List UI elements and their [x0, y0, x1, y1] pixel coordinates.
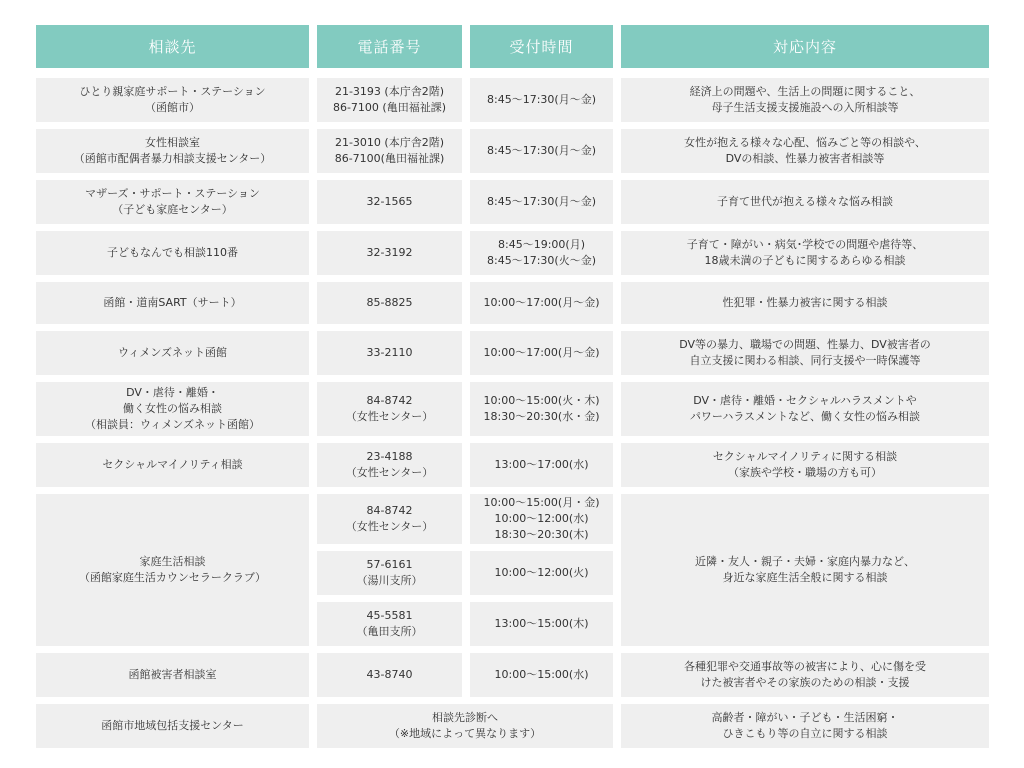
row-3-content: 子育て世代が抱える様々な悩み相談	[621, 180, 989, 224]
row-9-sub-1-phone: 84-8742 （女性センター）	[317, 494, 462, 544]
row-1-phone: 21-3193 (本庁舎2階) 86-7100 (亀田福祉課)	[317, 78, 462, 122]
header-consultation-place: 相談先	[36, 25, 309, 68]
row-5-hours: 10:00～17:00(月～金)	[470, 282, 613, 324]
header-reception-hours: 受付時間	[470, 25, 613, 68]
header-phone-number: 電話番号	[317, 25, 462, 68]
row-5-content: 性犯罪・性暴力被害に関する相談	[621, 282, 989, 324]
row-4-hours: 8:45～19:00(月) 8:45～17:30(火～金)	[470, 231, 613, 275]
row-9-sub-1-hours: 10:00～15:00(月・金) 10:00～12:00(水) 18:30～20:30(木)	[470, 494, 613, 544]
row-5-name: 函館・道南SART（サート）	[36, 282, 309, 324]
row-6-phone: 33-2110	[317, 331, 462, 375]
row-9-name: 家庭生活相談 （函館家庭生活カウンセラークラブ）	[36, 494, 309, 646]
row-8-hours: 13:00～17:00(水)	[470, 443, 613, 487]
row-1-content: 経済上の問題や、生活上の問題に関すること、 母子生活支援支援施設への入所相談等	[621, 78, 989, 122]
row-4-name: 子どもなんでも相談110番	[36, 231, 309, 275]
row-2-hours: 8:45～17:30(月～金)	[470, 129, 613, 173]
row-6-content: DV等の暴力、職場での問題、性暴力、DV被害者の 自立支援に関わる相談、同行支援や一時保護等	[621, 331, 989, 375]
row-3-name: マザーズ・サポート・ステーション （子ども家庭センター）	[36, 180, 309, 224]
row-4-phone: 32-3192	[317, 231, 462, 275]
row-4-content: 子育て・障がい・病気･学校での問題や虐待等、 18歳未満の子どもに関するあらゆる相談	[621, 231, 989, 275]
row-3-hours: 8:45～17:30(月～金)	[470, 180, 613, 224]
row-1-hours: 8:45～17:30(月～金)	[470, 78, 613, 122]
row-8-name: セクシャルマイノリティ相談	[36, 443, 309, 487]
row-7-name: DV・虐待・離婚・ 働く女性の悩み相談 （相談員：ウィメンズネット函館）	[36, 382, 309, 436]
row-7-hours: 10:00～15:00(火・木) 18:30～20:30(水・金)	[470, 382, 613, 436]
row-10-phone: 43-8740	[317, 653, 462, 697]
row-1-name: ひとり親家庭サポート・ステーション （函館市）	[36, 78, 309, 122]
row-11-phone-hours: 相談先診断へ （※地域によって異なります）	[317, 704, 613, 748]
row-9-content: 近隣・友人・親子・夫婦・家庭内暴力など、 身近な家庭生活全般に関する相談	[621, 494, 989, 646]
consultation-table	[36, 25, 989, 748]
row-6-name: ウィメンズネット函館	[36, 331, 309, 375]
row-5-phone: 85-8825	[317, 282, 462, 324]
row-8-phone: 23-4188 （女性センター）	[317, 443, 462, 487]
row-9-sub-2-phone: 57-6161 （湯川支所）	[317, 551, 462, 595]
row-9-sub-2-hours: 10:00～12:00(火)	[470, 551, 613, 595]
header-support-content: 対応内容	[621, 25, 989, 68]
row-2-phone: 21-3010 (本庁舎2階) 86-7100(亀田福祉課)	[317, 129, 462, 173]
row-3-phone: 32-1565	[317, 180, 462, 224]
row-11-name: 函館市地域包括支援センター	[36, 704, 309, 748]
row-2-name: 女性相談室 （函館市配偶者暴力相談支援センター）	[36, 129, 309, 173]
row-9-sub-3-hours: 13:00～15:00(木)	[470, 602, 613, 646]
row-7-content: DV・虐待・離婚・セクシャルハラスメントや パワーハラスメントなど、働く女性の悩み相談	[621, 382, 989, 436]
row-9-sub-3-phone: 45-5581 （亀田支所）	[317, 602, 462, 646]
row-6-hours: 10:00～17:00(月～金)	[470, 331, 613, 375]
row-10-content: 各種犯罪や交通事故等の被害により、心に傷を受 けた被害者やその家族のための相談・支援	[621, 653, 989, 697]
row-10-name: 函館被害者相談室	[36, 653, 309, 697]
row-2-content: 女性が抱える様々な心配、悩みごと等の相談や、 DVの相談、性暴力被害者相談等	[621, 129, 989, 173]
row-7-phone: 84-8742 （女性センター）	[317, 382, 462, 436]
row-11-content: 高齢者・障がい・子ども・生活困窮・ ひきこもり等の自立に関する相談	[621, 704, 989, 748]
row-10-hours: 10:00～15:00(水)	[470, 653, 613, 697]
row-8-content: セクシャルマイノリティに関する相談 （家族や学校・職場の方も可）	[621, 443, 989, 487]
